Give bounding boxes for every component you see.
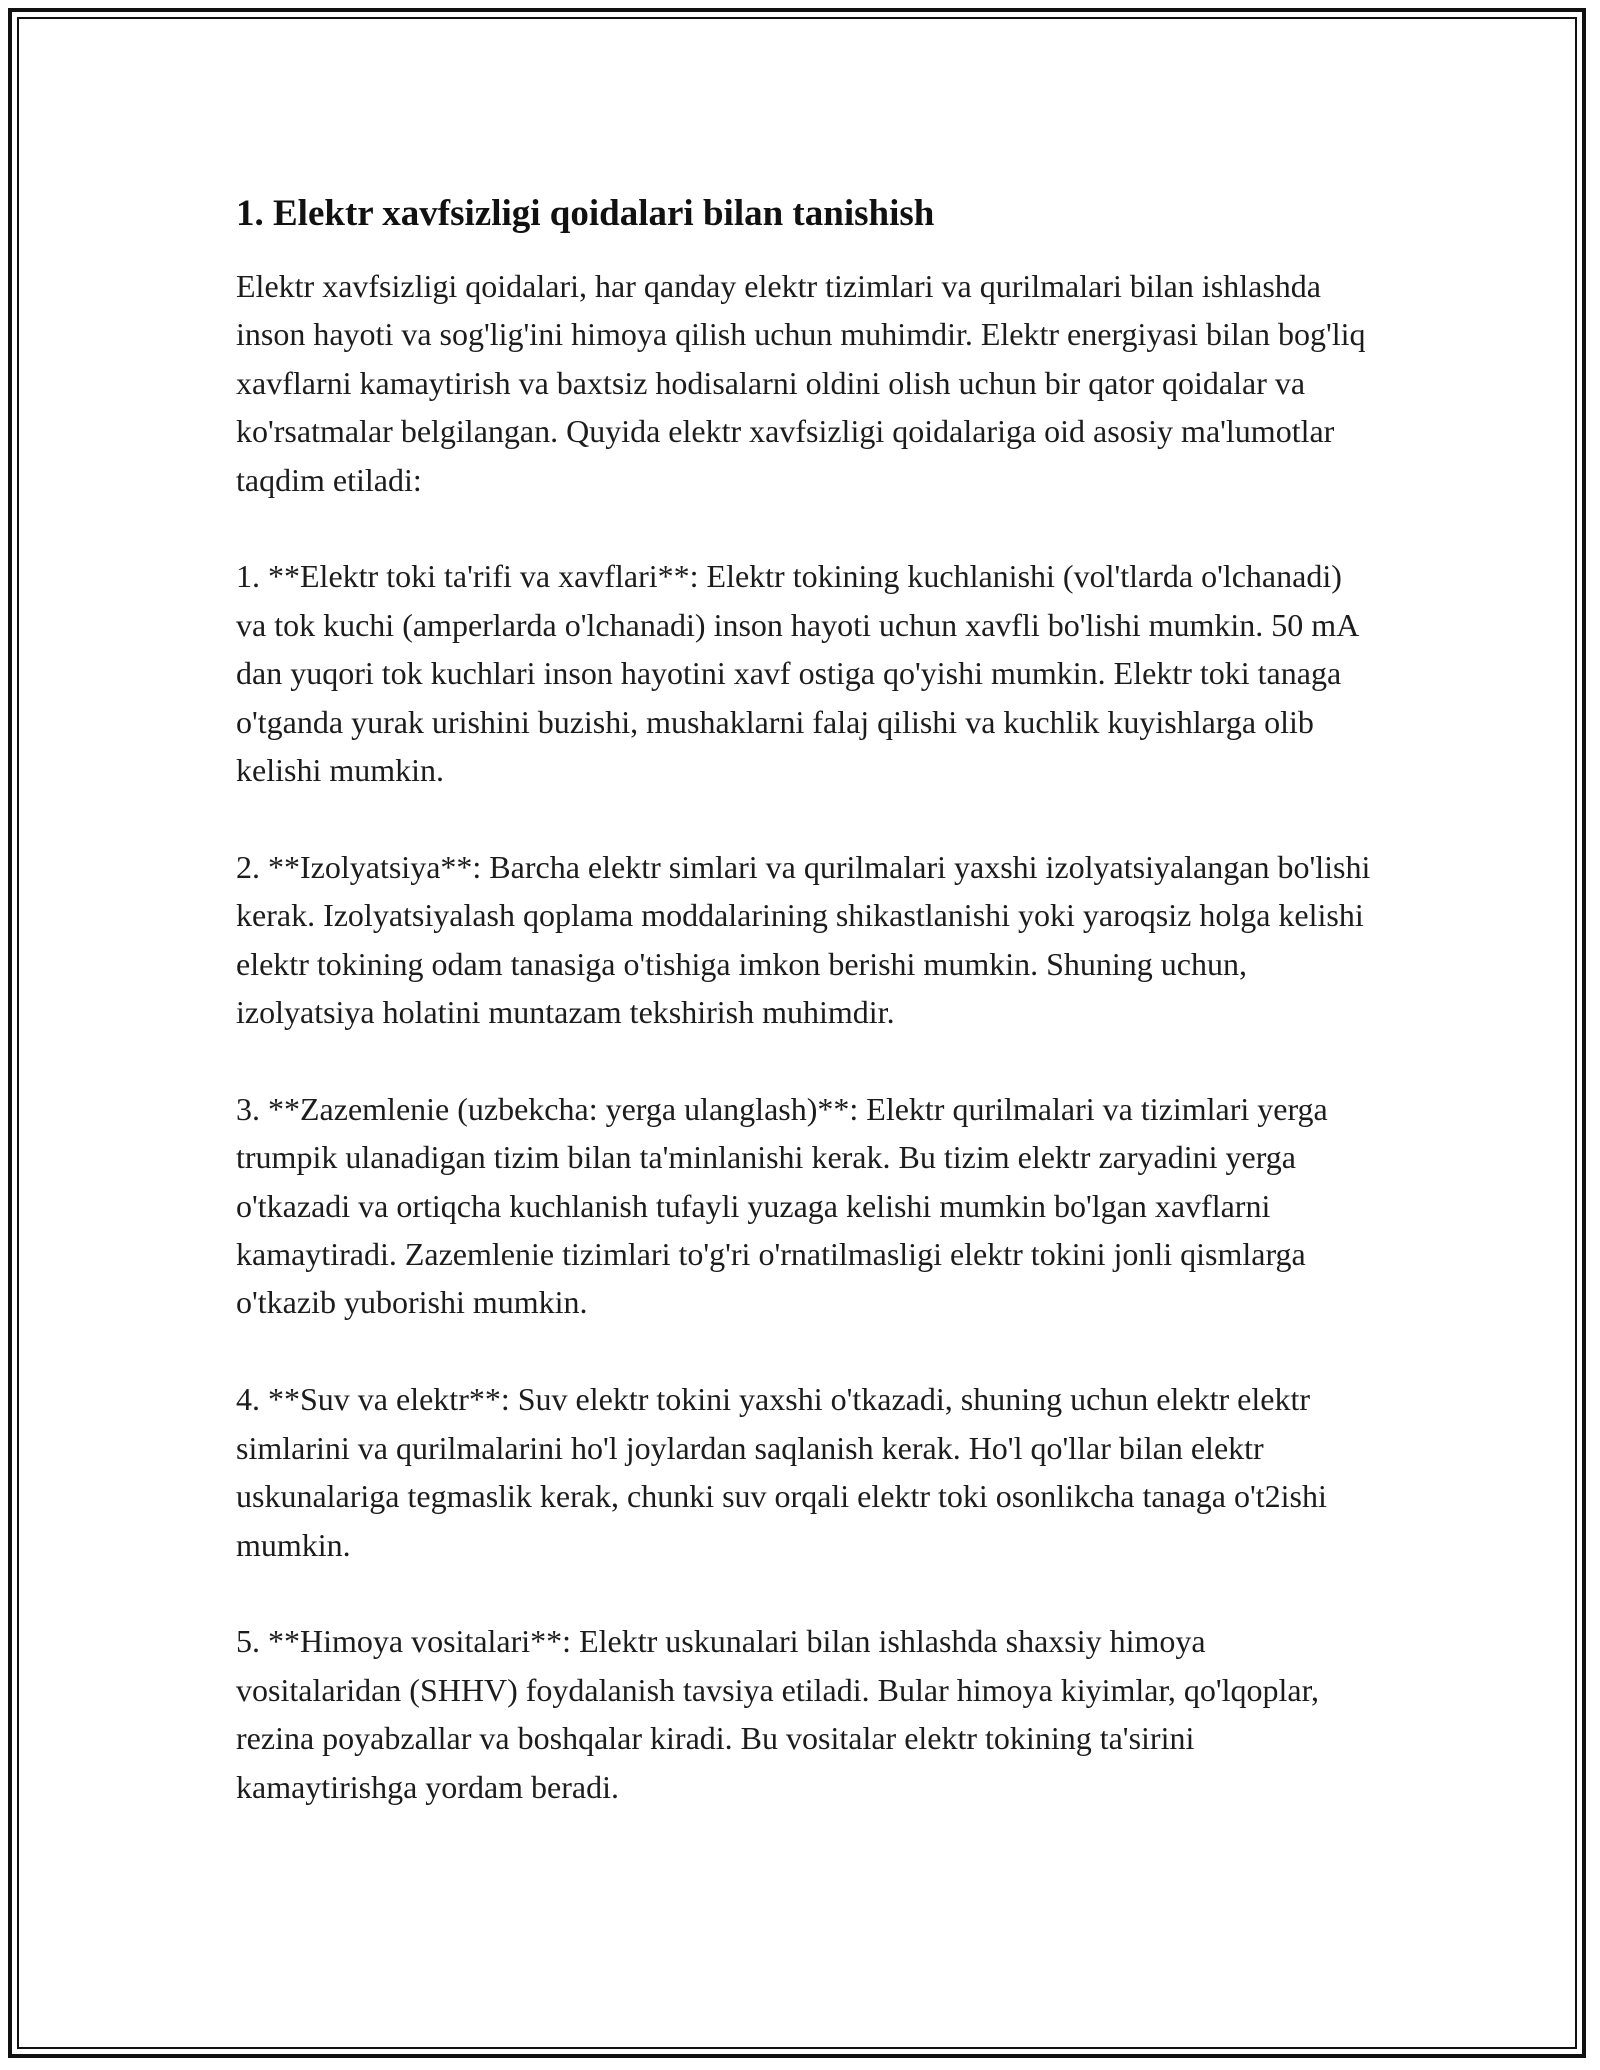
list-item-grounding: 3. **Zazemlenie (uzbekcha: yerga ulanglash)**: Elektr qurilmalari va tizimlari yerga trumpik ulanadigan tizim bilan ta'minlanishi kerak. Bu tizim elektr zaryadini yerga o'tkazadi va ortiqcha kuchlanish tufayli yuzaga kelishi mumkin bo'lgan xavflarni kamaytiradi. Zazemlenie tizimlari to'g'ri o'rnatilmasligi elektr tokini jonli qismlarga o'tkazib yuborishi mumkin. [236, 1090, 1328, 1321]
page-title: 1. Elektr xavfsizligi qoidalari bilan tanishish [236, 193, 935, 234]
intro-paragraph: Elektr xavfsizligi qoidalari, har qanday elektr tizimlari va qurilmalari bilan ishlashda inson hayoti va sog'lig'ini himoya qilish uchun muhimdir. Elektr energiyasi bilan bog'liq xavflarni kamaytirish va baxtsiz hodisalarni oldini olish uchun bir qator qoidalar va ko'rsatmalar belgilangan. Quyida elektr xavfsizligi qoidalariga oid asosiy ma'lumotlar taqdim etiladi: [236, 268, 1366, 498]
document-body [236, 188, 1376, 1859]
list-item-protective-equipment: 5. **Himoya vositalari**: Elektr uskunalari bilan ishlashda shaxsiy himoya vositalaridan (SHHV) foydalanish tavsiya etiladi. Bular himoya kiyimlar, qo'lqoplar, rezina poyabzallar va boshqalar kiradi. Bu vositalar elektr tokining ta'sirini kamaytirishga yordam beradi. [236, 1623, 1319, 1805]
list-item-electric-current: 1. **Elektr toki ta'rifi va xavflari**: Elektr tokining kuchlanishi (vol'tlarda o'lchanadi) va tok kuchi (amperlarda o'lchanadi) inson hayoti uchun xavfli bo'lishi mumkin. 50 mA dan yuqori tok kuchlari inson hayotini xavf ostiga qo'yishi mumkin. Elektr toki tanaga o'tganda yurak urishini buzishi, mushaklarni falaj qilishi va kuchlik kuyishlarga olib kelishi mumkin. [236, 558, 1358, 789]
list-item-water-and-electricity: 4. **Suv va elektr**: Suv elektr tokini yaxshi o'tkazadi, shuning uchun elektr elektr simlarini va qurilmalarini ho'l joylardan saqlanish kerak. Ho'l qo'llar bilan elektr uskunalariga tegmaslik kerak, chunki suv orqali elektr toki osonlikcha tanaga o't2ishi mumkin. [236, 1381, 1327, 1563]
list-item-insulation: 2. **Izolyatsiya**: Barcha elektr simlari va qurilmalari yaxshi izolyatsiyalangan bo'lishi kerak. Izolyatsiyalash qoplama moddalarining shikastlanishi yoki yaroqsiz holga kelishi elektr tokining odam tanasiga o'tishiga imkon berishi mumkin. Shuning uchun, izolyatsiya holatini muntazam tekshirish muhimdir. [236, 848, 1371, 1031]
